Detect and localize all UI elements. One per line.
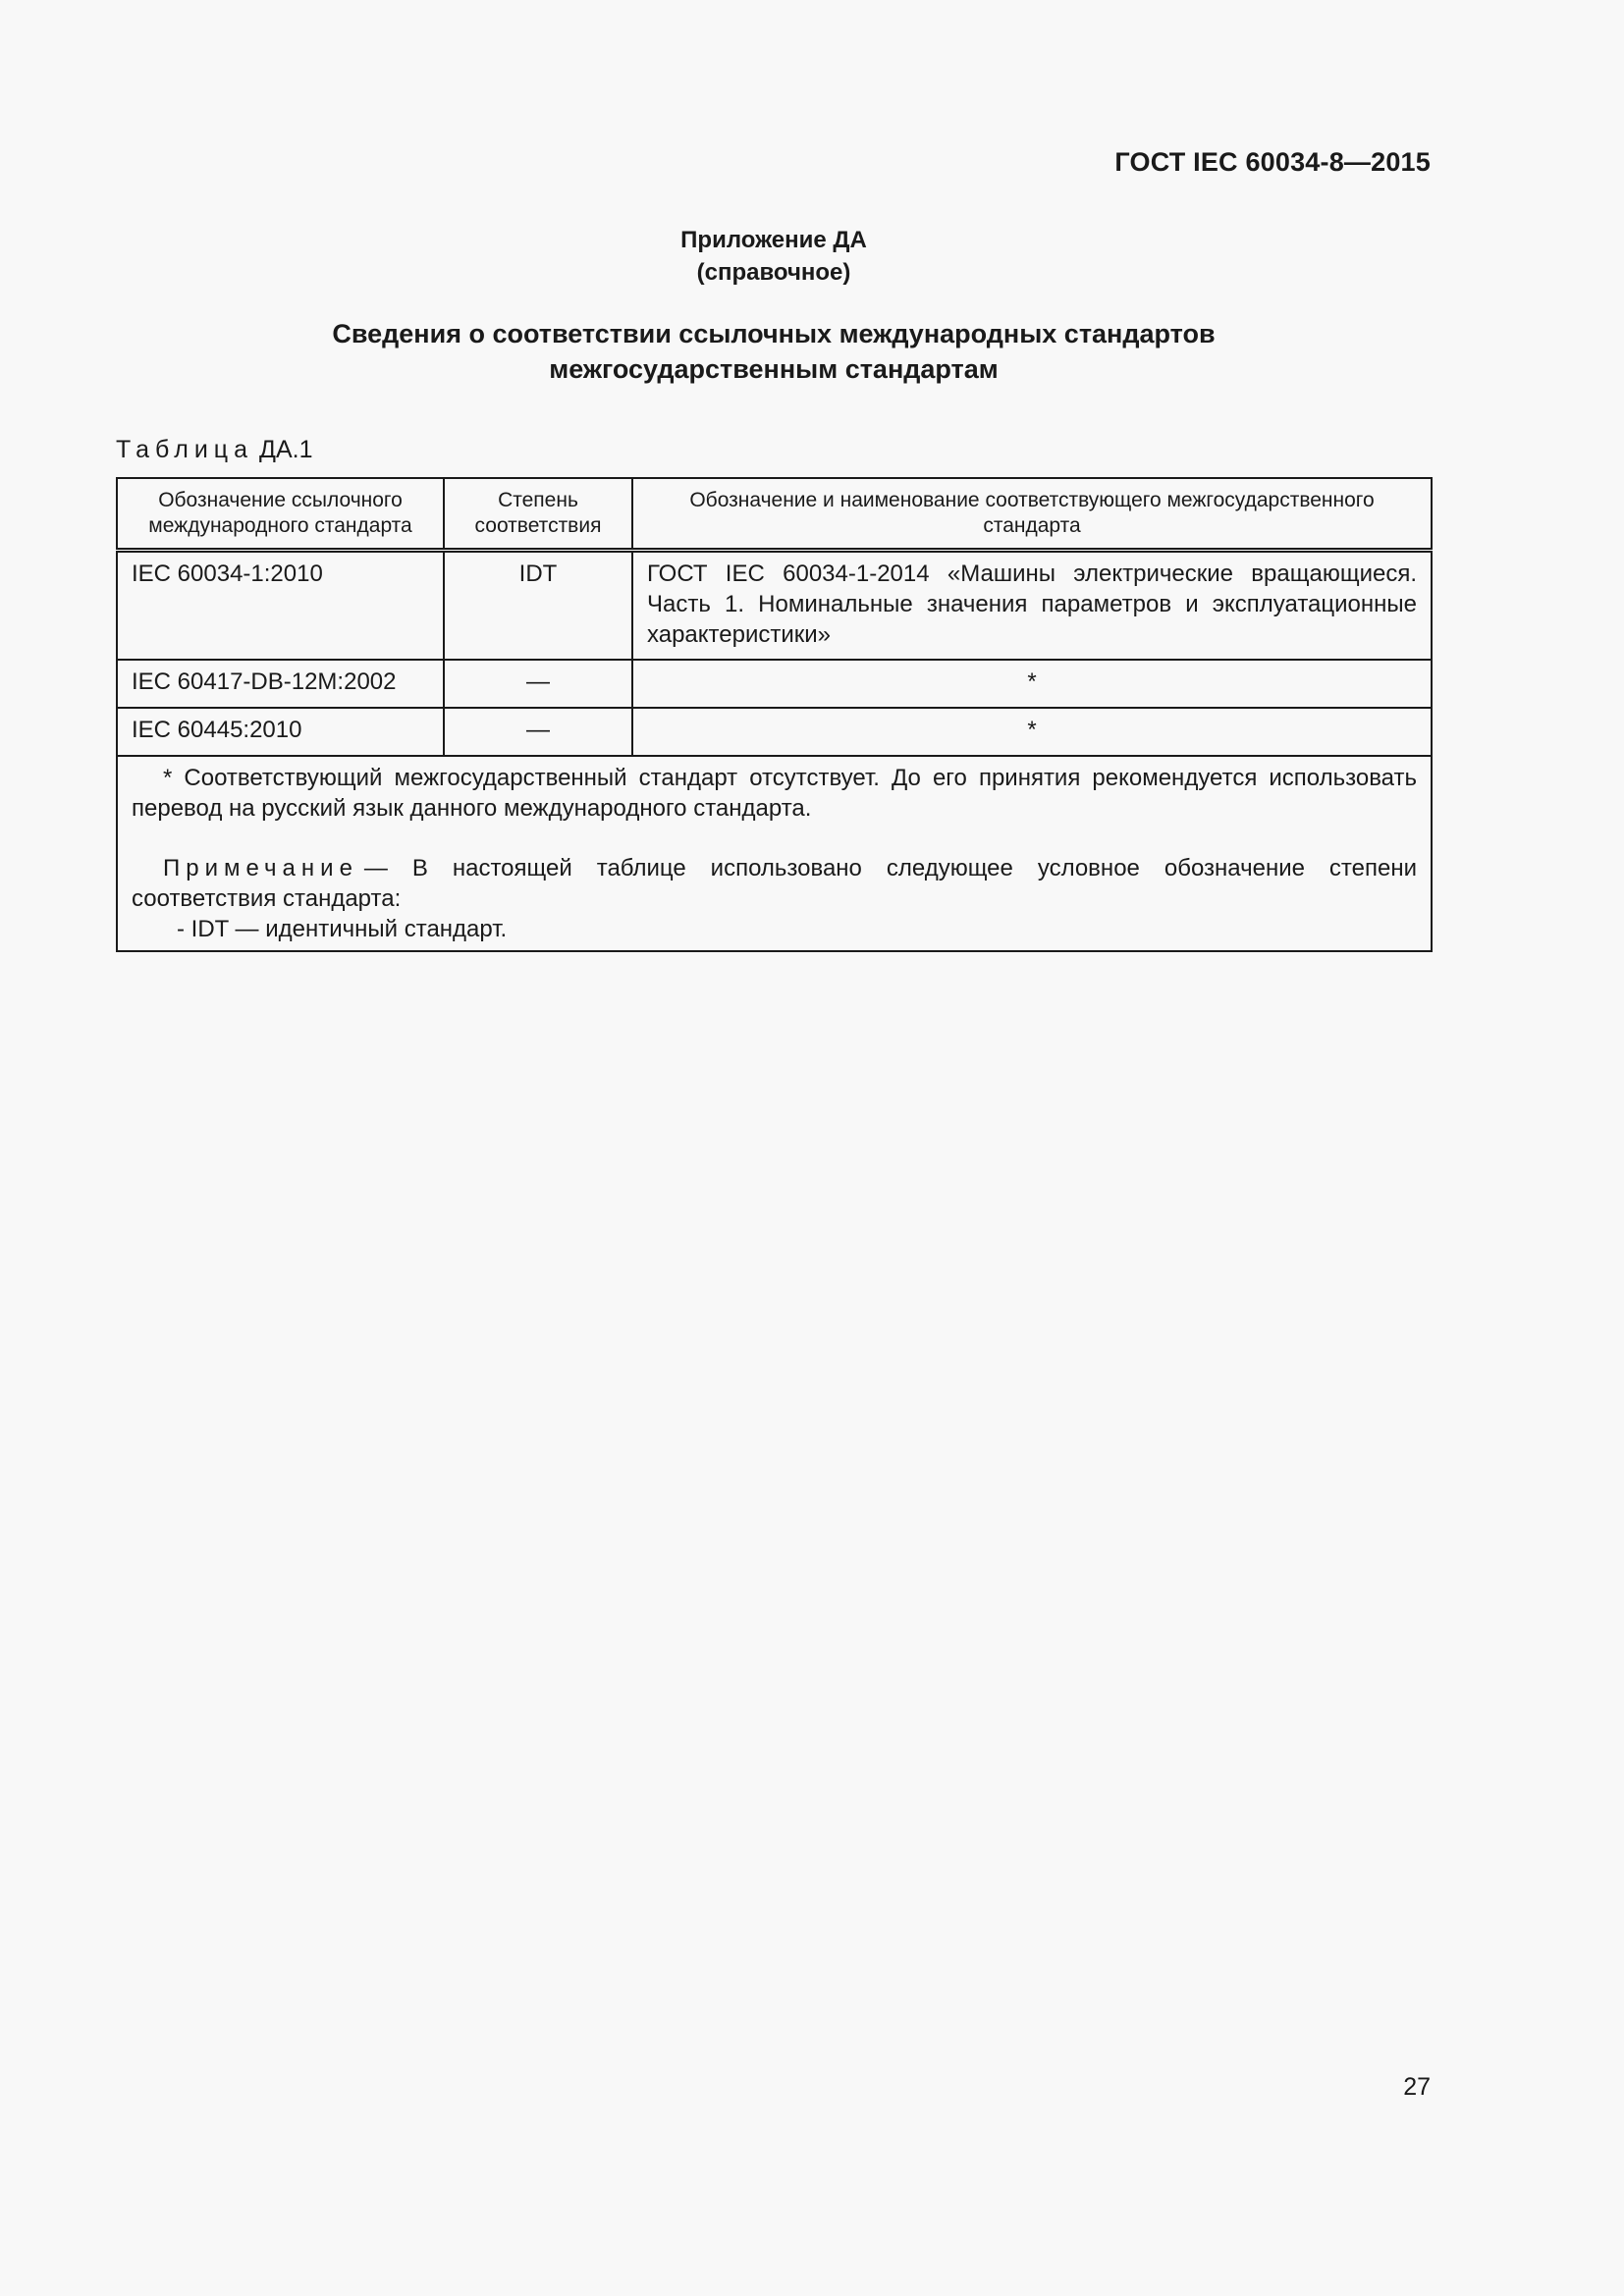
note-label: Примечание [163,854,358,881]
cell-interstate-standard: * [632,708,1432,756]
document-code: ГОСТ IEC 60034-8—2015 [1114,147,1431,177]
table-caption [116,436,313,464]
column-header-interstate-standard: Обозначение и наименование соответствующего межгосударственного стандарта [632,478,1432,551]
table-footnote: * Соответствующий межгосударственный стандарт отсутствует. До его принятия рекомендуется использовать перевод на русский язык данного международного стандарта. [132,764,1417,822]
cell-degree: IDT [444,551,632,660]
page-number: 27 [1403,2073,1431,2101]
note-item: - IDT — идентичный стандарт. [177,915,508,942]
cell-interstate-standard: * [632,660,1432,708]
table-footer-cell [117,756,1432,951]
table-row [117,551,1432,660]
table-footer-row [117,756,1432,951]
annex-subtitle: (справочное) [696,259,851,286]
annex-title: Приложение ДА [680,227,867,253]
section-heading-line-1: Сведения о соответствии ссылочных международных стандартов [332,319,1216,348]
table-row [117,660,1432,708]
table-caption-label: Таблица [116,436,254,463]
table-caption-number: ДА.1 [259,436,313,463]
column-header-reference: Обозначение ссылочного международного стандарта [117,478,444,551]
column-header-degree: Степень соответствия [444,478,632,551]
table-note [132,853,1417,914]
cell-degree: — [444,708,632,756]
cell-reference: IEC 60417-DB-12M:2002 [117,660,444,708]
cell-reference: IEC 60445:2010 [117,708,444,756]
cell-interstate-standard: ГОСТ IEC 60034-1-2014 «Машины электрические вращающиеся. Часть 1. Номинальные значения параметров и эксплуатационные характеристики» [632,551,1432,660]
table-header-row [117,478,1432,551]
note-text: — В настоящей таблице использовано следующее условное обозначение степени соответствия стандарта: [132,854,1417,912]
section-heading [0,316,1547,387]
section-heading-line-2: межгосударственным стандартам [549,354,999,384]
correspondence-table [116,477,1433,952]
cell-reference: IEC 60034-1:2010 [117,551,444,660]
table-row [117,708,1432,756]
annex-heading [0,224,1547,289]
cell-degree: — [444,660,632,708]
